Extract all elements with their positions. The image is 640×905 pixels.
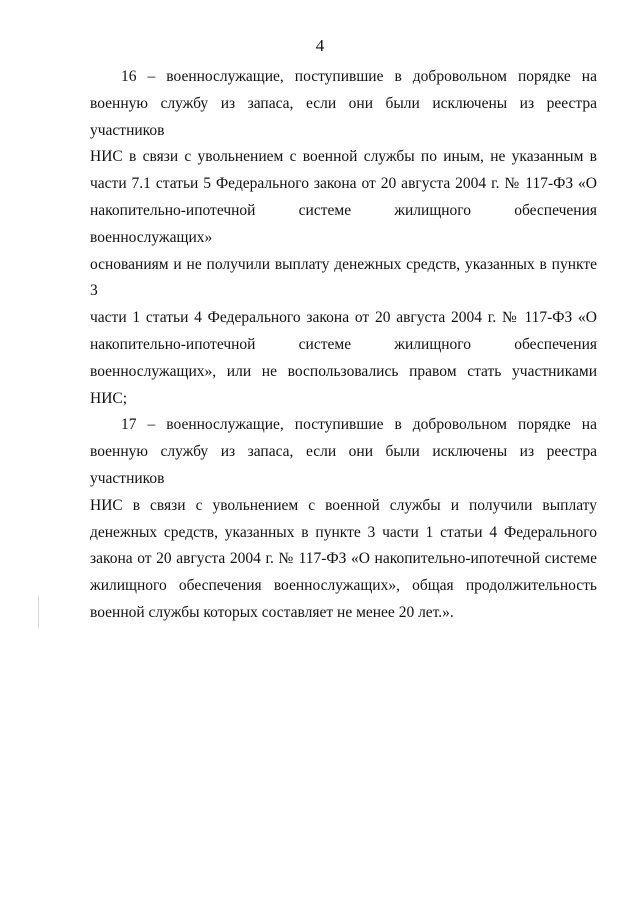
paragraph-16-line: НИС в связи с увольнением с военной службы по иным, не указанным в	[90, 148, 597, 166]
page-number: 4	[315, 36, 325, 55]
paragraph-17-line: военной службы которых составляет не менее 20 лет.».	[90, 603, 454, 621]
paragraph-17-line: 17 – военнослужащие, поступившие в добровольном порядке на	[121, 416, 597, 434]
paragraph-16-line: военнослужащих», или не воспользовались правом стать участниками НИС;	[90, 362, 597, 407]
paragraph-17-line: закона от 20 августа 2004 г. № 117-ФЗ «О накопительно-ипотечной системе	[90, 550, 597, 568]
paragraph-16	[90, 64, 597, 412]
paragraph-16-line: накопительно-ипотечной системе жилищного обеспечения	[90, 335, 597, 353]
paragraph-17-line: жилищного обеспечения военнослужащих», общая продолжительность	[90, 577, 597, 595]
paragraph-16-line: накопительно-ипотечной системе жилищного обеспечения военнослужащих»	[90, 201, 597, 246]
paragraph-17	[90, 412, 597, 626]
paragraph-16-line: военную службу из запаса, если они были исключены из реестра участников	[90, 94, 597, 139]
paragraph-16-line: 16 – военнослужащие, поступившие в добровольном порядке на	[121, 68, 597, 85]
paragraph-16-line: части 1 статьи 4 Федерального закона от 20 августа 2004 г. № 117-ФЗ «О	[90, 309, 597, 327]
paragraph-17-line: военную службу из запаса, если они были исключены из реестра участников	[90, 443, 597, 487]
paragraph-17-line: НИС в связи с увольнением с военной службы и получили выплату	[90, 496, 597, 514]
scan-artifact-line	[38, 596, 39, 628]
paragraph-16-line: части 7.1 статьи 5 Федерального закона от 20 августа 2004 г. № 117-ФЗ «О	[90, 175, 597, 193]
paragraph-17-line: денежных средств, указанных в пункте 3 части 1 статьи 4 Федерального	[90, 523, 597, 541]
paragraph-16-line: основаниям и не получили выплату денежных средств, указанных в пункте 3	[90, 255, 597, 300]
document-body	[90, 64, 597, 627]
